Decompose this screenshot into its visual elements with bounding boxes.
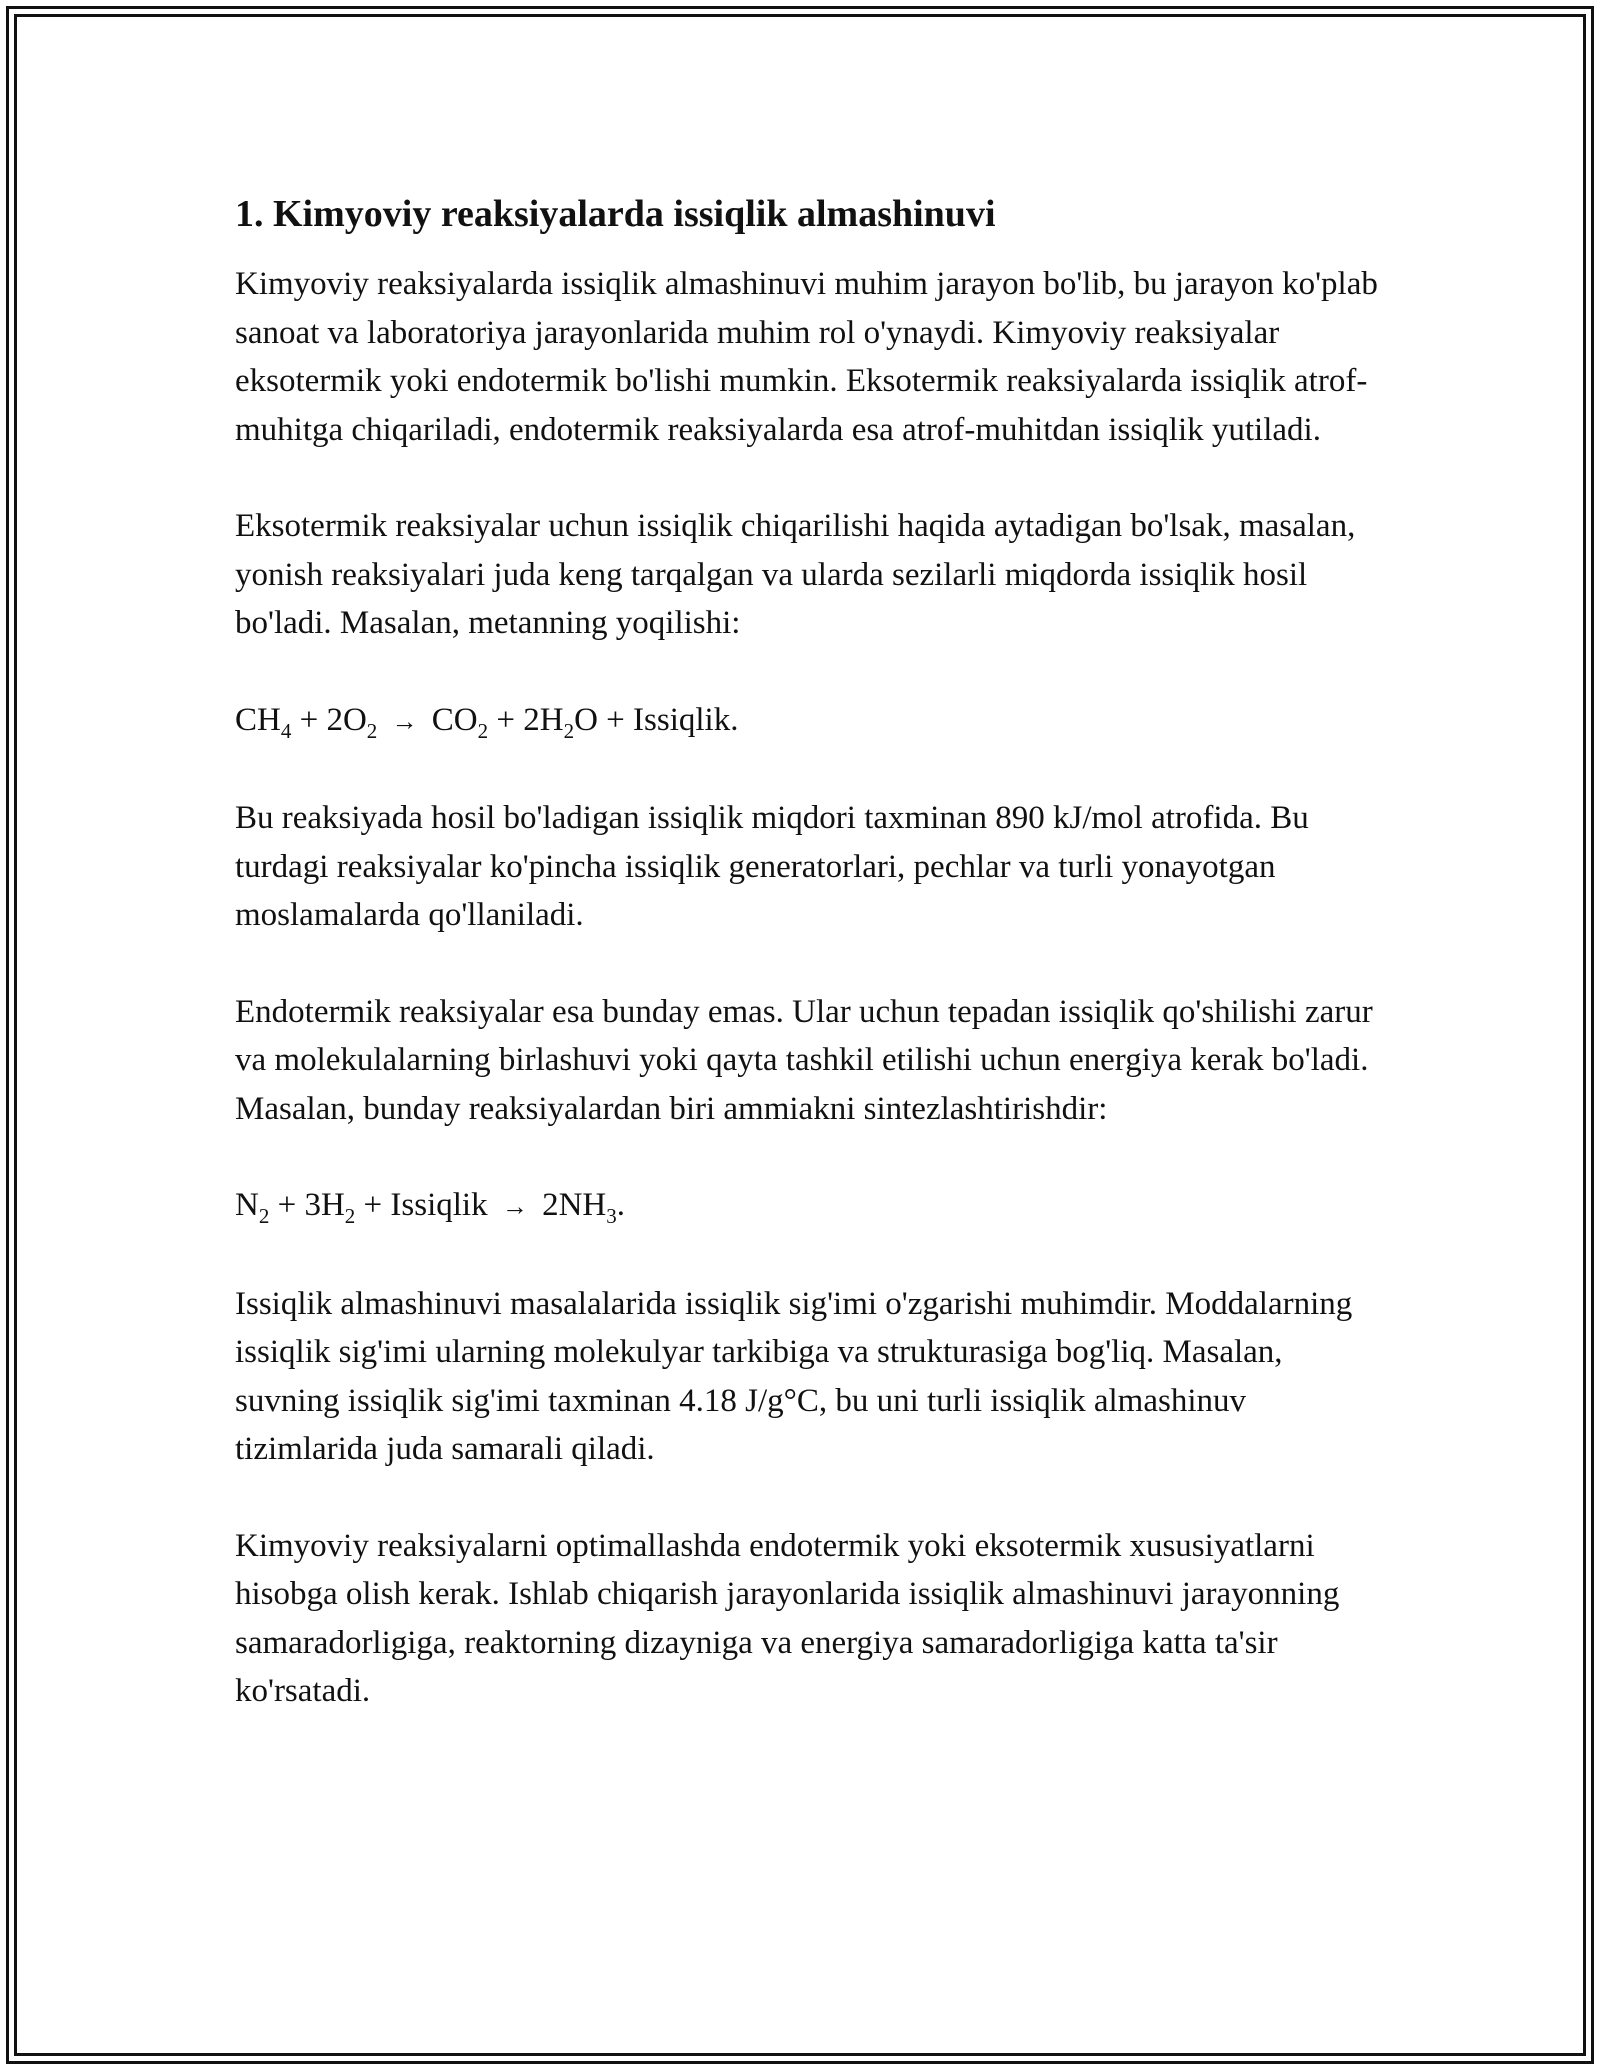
reaction-arrow-icon: →: [391, 706, 418, 736]
paragraph-heat-amount: Bu reaksiyada hosil bo'ladigan issiqlik miqdori taxminan 890 kJ/mol atrofida. Bu turdagi reaksiyalar ko'pincha issiqlik generatorlari, pechlar va turli yonayotgan moslamalarda qo'llaniladi.: [235, 800, 1309, 933]
paragraph-heat-capacity: Issiqlik almashinuvi masalalarida issiqlik sig'imi o'zgarishi muhimdir. Moddalarning issiqlik sig'imi ularning molekulyar tarkibiga va strukturasiga bog'liq. Masalan, suvning issiqlik sig'imi taxminan 4.18 J/g°C, bu uni turli issiqlik almashinuv tizimlarida juda samarali qiladi.: [235, 1285, 1353, 1467]
paragraph-exothermic: Eksotermik reaksiyalar uchun issiqlik chiqarilishi haqida aytadigan bo'lsak, masalan, yonish reaksiyalari juda keng tarqalgan va ularda sezilarli miqdorda issiqlik hosil bo'ladi. Masalan, metanning yoqilishi:: [235, 508, 1356, 641]
section-title: 1. Kimyoviy reaksiyalarda issiqlik almashinuvi: [235, 193, 996, 235]
document-body: [235, 186, 1385, 1764]
methane-combustion-formula: $CH_4 + 2O_2 \to CO_2 + 2H_2O$ + Issiqlik.: [235, 701, 739, 743]
reaction-arrow-icon: →: [501, 1192, 528, 1221]
paragraph-endothermic: Endotermik reaksiyalar esa bunday emas. Ular uchun tepadan issiqlik qo'shilishi zarur va molekulalarning birlashuvi yoki qayta tashkil etilishi uchun energiya kerak bo'ladi. Masalan, bunday reaksiyalardan biri ammiakni sintezlashtirishdir:: [235, 993, 1373, 1127]
ammonia-synthesis-formula: $N_2 + 3H_2$ + Issiqlik → $2NH_3$.: [235, 1187, 626, 1228]
paragraph-optimization: Kimyoviy reaksiyalarni optimallashda endotermik yoki eksotermik xususiyatlarni hisobga olish kerak. Ishlab chiqarish jarayonlarida issiqlik almashinuvi jarayonning samaradorligiga, reaktorning dizayniga va energiya samaradorligiga katta ta'sir ko'rsatadi.: [235, 1527, 1340, 1709]
paragraph-intro: Kimyoviy reaksiyalarda issiqlik almashinuvi muhim jarayon bo'lib, bu jarayon ko'plab sanoat va laboratoriya jarayonlarida muhim rol o'ynaydi. Kimyoviy reaksiyalar eksotermik yoki endotermik bo'lishi mumkin. Eksotermik reaksiyalarda issiqlik atrof-muhitga chiqariladi, endotermik reaksiyalarda esa atrof-muhitdan issiqlik yutiladi.: [235, 266, 1378, 448]
